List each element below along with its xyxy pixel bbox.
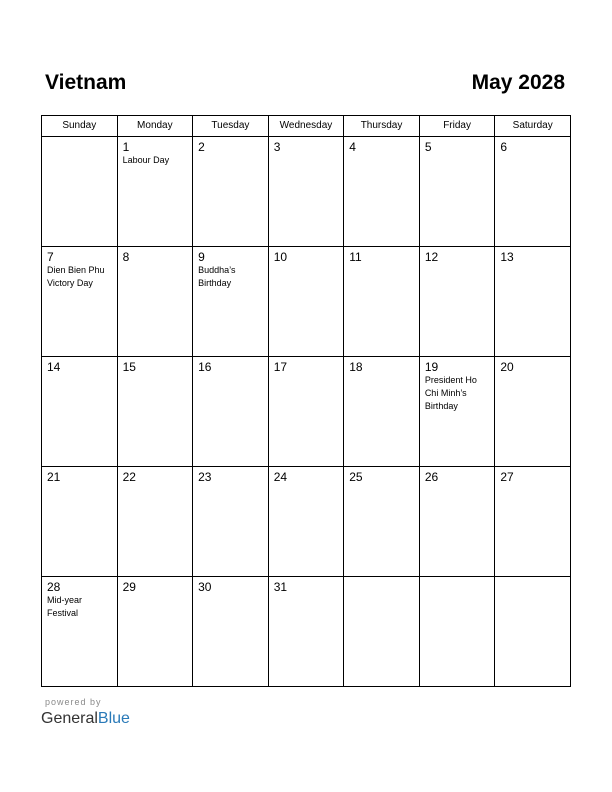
weekday-thursday: Thursday [344, 116, 420, 137]
weekday-sunday: Sunday [42, 116, 118, 137]
day-cell [117, 247, 193, 357]
weekday-wednesday: Wednesday [268, 116, 344, 137]
day-cell [42, 467, 118, 577]
day-number: 25 [349, 470, 363, 484]
day-cell [42, 577, 118, 687]
day-cell [495, 137, 571, 247]
calendar-body [42, 137, 571, 687]
day-cell [268, 467, 344, 577]
day-cell [42, 247, 118, 357]
day-cell [344, 357, 420, 467]
day-cell [495, 357, 571, 467]
day-number: 4 [349, 140, 356, 154]
calendar-grid [41, 115, 571, 687]
day-cell [495, 577, 571, 687]
day-number: 7 [47, 250, 54, 264]
brand-name-general: General [41, 710, 98, 727]
day-number: 20 [500, 360, 514, 374]
day-cell [495, 247, 571, 357]
week-row [42, 357, 571, 467]
week-row [42, 137, 571, 247]
day-cell [268, 357, 344, 467]
day-number: 23 [198, 470, 212, 484]
day-number: 24 [273, 470, 288, 484]
day-number: 6 [500, 140, 508, 154]
day-number: 31 [273, 580, 288, 594]
day-cell [42, 357, 118, 467]
weekday-tuesday: Tuesday [193, 116, 269, 137]
day-cell [419, 357, 495, 467]
day-cell [193, 137, 269, 247]
day-number [495, 577, 570, 594]
day-number: 3 [273, 140, 281, 154]
day-number: 1 [122, 140, 130, 154]
day-number [344, 577, 419, 594]
day-number: 28 [47, 580, 61, 594]
day-number: 19 [424, 360, 439, 374]
day-cell [344, 247, 420, 357]
day-number: 13 [500, 250, 514, 264]
day-cell [419, 247, 495, 357]
day-number: 15 [122, 360, 136, 374]
weekday-saturday: Saturday [495, 116, 571, 137]
day-cell [193, 577, 269, 687]
week-row [42, 247, 571, 357]
day-number: 17 [273, 360, 288, 374]
weekday-friday: Friday [419, 116, 495, 137]
holiday-label: Dien Bien Phu Victory Day [47, 265, 105, 288]
week-row [42, 467, 571, 577]
powered-by-label: powered by [45, 697, 102, 707]
day-number [420, 577, 495, 594]
day-cell [268, 137, 344, 247]
brand-name-blue: Blue [97, 710, 130, 727]
day-cell [193, 247, 269, 357]
day-cell [495, 467, 571, 577]
day-cell [117, 577, 193, 687]
day-number: 27 [500, 470, 514, 484]
day-number: 29 [122, 580, 136, 594]
weekday-header [42, 116, 571, 137]
day-cell [344, 467, 420, 577]
country-title: Vietnam [45, 71, 127, 94]
weekday-monday: Monday [117, 116, 193, 137]
day-number: 22 [122, 470, 136, 484]
day-number: 12 [424, 250, 439, 264]
day-number: 11 [349, 250, 362, 264]
day-number: 2 [198, 140, 205, 154]
week-row [42, 577, 571, 687]
day-cell [193, 467, 269, 577]
weekday-row [42, 116, 571, 137]
month-year-title: May 2028 [471, 71, 565, 94]
holiday-label: Buddha’s Birthday [198, 265, 236, 288]
day-number: 5 [424, 140, 432, 154]
day-cell [419, 137, 495, 247]
day-cell [117, 357, 193, 467]
day-number: 18 [349, 360, 363, 374]
day-cell [117, 467, 193, 577]
day-number: 26 [424, 470, 439, 484]
day-cell [419, 467, 495, 577]
day-cell [344, 577, 420, 687]
holiday-label: Labour Day [122, 155, 170, 165]
day-cell [268, 577, 344, 687]
day-number: 30 [198, 580, 212, 594]
day-cell [117, 137, 193, 247]
day-number [42, 137, 117, 154]
day-cell [419, 577, 495, 687]
holiday-label: Mid-year Festival [47, 595, 83, 618]
day-number: 10 [273, 250, 288, 264]
day-cell [268, 247, 344, 357]
day-cell [344, 137, 420, 247]
day-number: 8 [122, 250, 130, 264]
holiday-label: President Ho Chi Minh’s Birthday [424, 375, 477, 411]
generalblue-logo[interactable] [41, 709, 130, 729]
day-cell [42, 137, 118, 247]
day-number: 16 [198, 360, 212, 374]
day-number: 21 [47, 470, 61, 484]
day-number: 9 [198, 250, 205, 264]
day-cell [193, 357, 269, 467]
day-number: 14 [47, 360, 61, 374]
